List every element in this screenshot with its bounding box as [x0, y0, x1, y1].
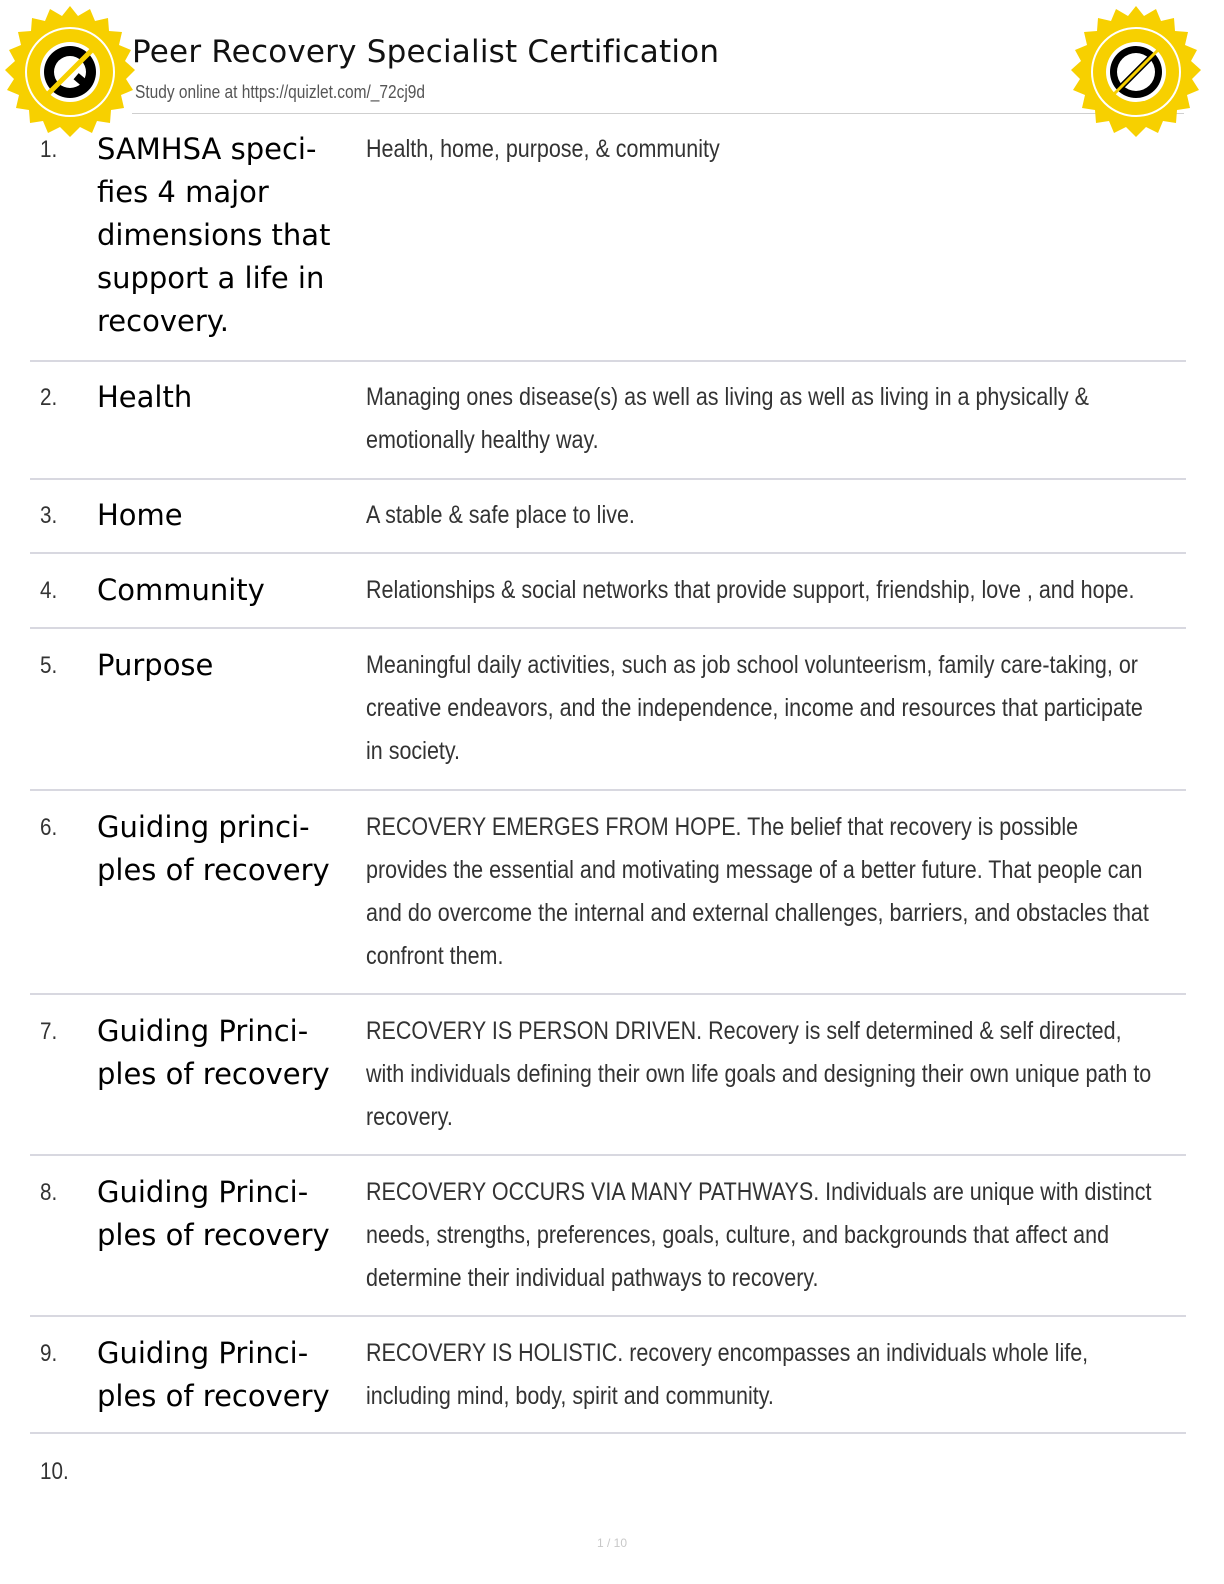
starburst-badge-icon: [5, 6, 135, 137]
flashcard-row: [30, 376, 1186, 480]
card-definition: Health, home, purpose, & community: [366, 135, 720, 163]
page-title: Peer Recovery Specialist Certification: [132, 34, 720, 70]
flashcard-row: [30, 1450, 1186, 1510]
card-number: 8.: [40, 1179, 58, 1206]
flashcard-row: [30, 569, 1186, 629]
card-term: Guiding Princi-ples of recovery: [97, 1175, 330, 1252]
card-number: 3.: [40, 502, 58, 529]
card-definition: Meaningful daily activities, such as job school volunteerism, family care-taking, or creative endeavors, and the independence, income and resources that participate in society.: [366, 651, 1143, 765]
card-number: 4.: [40, 577, 58, 604]
card-definition: RECOVERY OCCURS VIA MANY PATHWAYS. Individuals are unique with distinct needs, strengths, preferences, goals, culture, and backgrounds that affect and determine their individual pathways to recovery.: [366, 1178, 1152, 1292]
card-term: SAMHSA speci-fies 4 major dimensions that support a life in recovery.: [97, 132, 331, 338]
card-number: 2.: [40, 384, 58, 411]
card-number: 7.: [40, 1018, 58, 1045]
pdf-xchange-watermark-stamp[interactable]: [1066, 4, 1206, 144]
card-definition: Relationships & social networks that provide support, friendship, love , and hope.: [366, 576, 1135, 604]
card-term: Home: [97, 498, 183, 532]
card-term: Health: [97, 380, 193, 414]
flashcard-row: [30, 1171, 1186, 1317]
starburst-badge-icon: [1071, 6, 1201, 137]
card-definition: Managing ones disease(s) as well as living as well as living in a physically & emotionally healthy way.: [366, 383, 1089, 454]
page-number: 1 / 10: [596, 1536, 628, 1550]
flashcard-row: [30, 128, 1186, 362]
card-term: Community: [97, 573, 265, 607]
card-definition: A stable & safe place to live.: [366, 501, 635, 529]
card-number: 1.: [40, 136, 58, 163]
card-definition: RECOVERY IS PERSON DRIVEN. Recovery is self determined & self directed, with individuals defining their own life goals and designing their own unique path to recovery.: [366, 1017, 1152, 1131]
study-link[interactable]: Study online at https://quizlet.com/_72cj9d: [135, 82, 425, 102]
card-definition: RECOVERY EMERGES FROM HOPE. The belief that recovery is possible provides the essential and motivating message of a better future. That people can and do overcome the internal and external challenges, barriers, and obstacles that confront them.: [366, 813, 1149, 970]
card-term: Guiding Princi-ples of recovery: [97, 1336, 330, 1413]
flashcard-row: [30, 494, 1186, 554]
card-number: 10.: [40, 1458, 69, 1485]
pdf-xchange-watermark-stamp[interactable]: [0, 4, 140, 144]
card-number: 9.: [40, 1340, 58, 1367]
card-term: Guiding Princi-ples of recovery: [97, 1014, 330, 1091]
flashcard-row: [30, 1332, 1186, 1434]
card-term: Purpose: [97, 648, 214, 682]
card-term: Guiding princi-ples of recovery: [97, 810, 330, 887]
flashcard-row: [30, 644, 1186, 791]
card-number: 5.: [40, 652, 58, 679]
card-number: 6.: [40, 814, 58, 841]
flashcard-row: [30, 806, 1186, 995]
flashcard-row: [30, 1010, 1186, 1156]
card-definition: RECOVERY IS HOLISTIC. recovery encompasses an individuals whole life, including mind, body, spirit and community.: [366, 1339, 1089, 1410]
header-divider: [132, 113, 1184, 114]
